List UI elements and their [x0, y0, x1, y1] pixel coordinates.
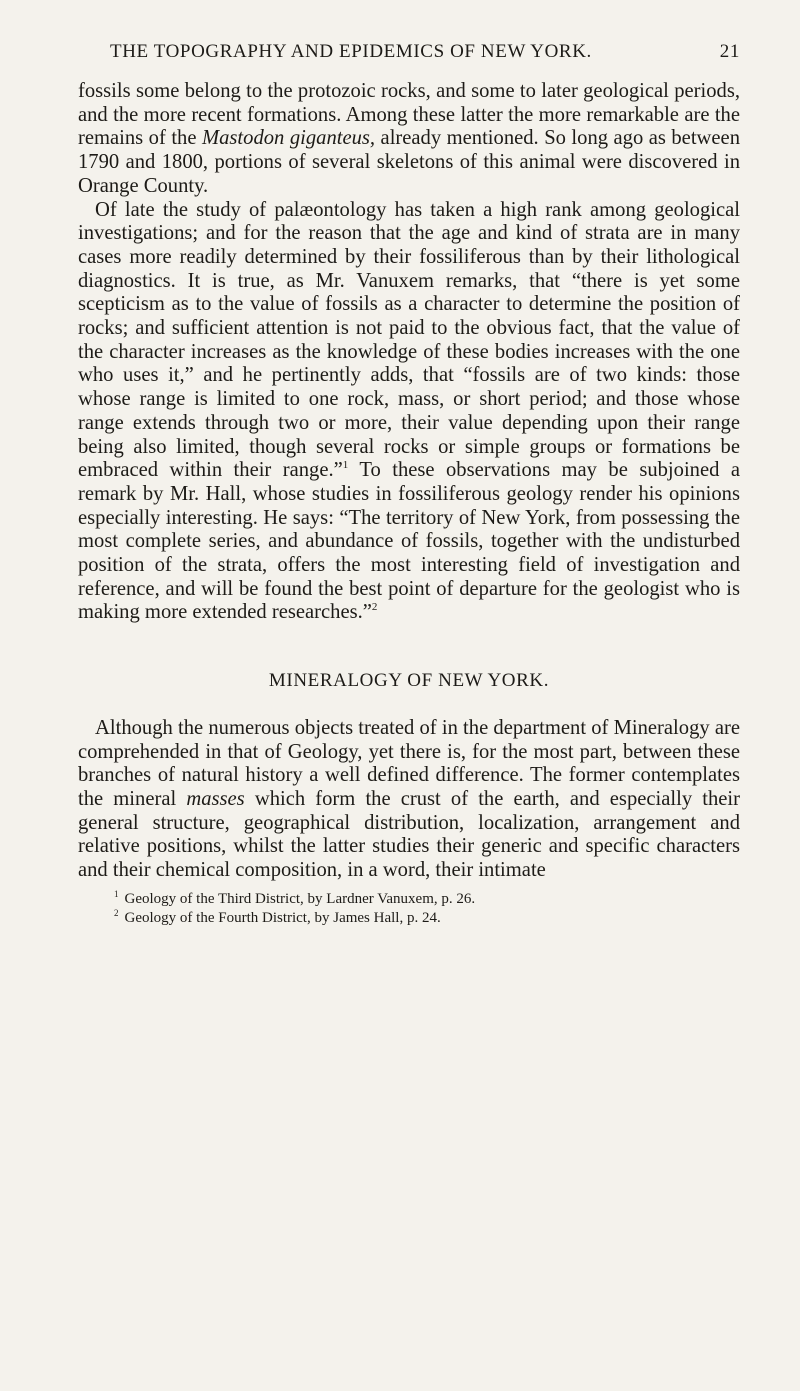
paragraph-2 — [78, 199, 740, 626]
footnote-2-mark: 2 — [114, 907, 119, 918]
main-text — [78, 80, 740, 883]
species-name: Mastodon giganteus, — [201, 127, 376, 150]
footnote-ref-1: 1 — [342, 459, 349, 472]
book-page — [78, 35, 740, 928]
paragraph-3-text-b: which form the crust of the earth, and especially their general structure, geographical distribution, localization, arrangement and relative positions, whilst the latter studies their generic and specific characters and their chemical composition, in a word, their intimate — [78, 787, 740, 882]
running-header — [78, 35, 740, 69]
paragraph-1 — [78, 80, 740, 199]
footnote-2-text: Geology of the Fourth District, by James Hall, p. 24. — [124, 909, 441, 926]
section-heading: MINERALOGY OF NEW YORK. — [268, 670, 550, 692]
emphasis-masses: masses — [186, 787, 245, 810]
footnote-ref-2: 2 — [371, 601, 378, 614]
paragraph-2-text-b: To these observations may be subjoined a remark by Mr. Hall, whose studies in fossiliferous geology render his opinions especially interesting. He says: “The territory of New York, from possessing the most complete series, and abundance of fossils, together with the undisturbed position of the strata, offers the most interesting field of investigation and reference, and will be found the best point of departure for the geologist who is making more extended researches.” — [78, 459, 740, 624]
footnote-1-text: Geology of the Third District, by Lardner Vanuxem, p. 26. — [124, 890, 476, 907]
footnote-1-mark: 1 — [114, 888, 119, 899]
paragraph-1-end: already mentioned. So long ago as between 1790 and 1800, portions of several skeletons of this animal were discovered in Orange County. — [78, 127, 740, 197]
footnotes — [78, 890, 740, 928]
footnote-1 — [114, 890, 740, 909]
paragraph-3 — [78, 717, 740, 883]
paragraph-1-text: fossils some belong to the protozoic rocks, and some to later geological periods, and the more recent formations. Among these latter the more remarkable are the remains of the — [78, 80, 740, 150]
paragraph-2-text-a: Of late the study of palæontology has taken a high rank among geological investigations; and for the reason that the age and kind of strata are in many cases more readily determined by their fossiliferous than by their lithological diagnostics. It is true, as Mr. Vanuxem remarks, that “there is yet some scepticism as to the value of fossils as a character to determine the position of rocks; and sufficient attention is not paid to the obvious fact, that the value of the character increases as the knowledge of these bodies increases with the one who uses it,” and he pertinently adds, that “fossils are of two kinds: those whose range is limited to one rock, mass, or short period; and those whose range extends through two or more, their value depending upon their range being also limited, though several rocks or simple groups or formations be embraced within their range.” — [78, 198, 740, 482]
footnote-2 — [114, 909, 740, 928]
paragraph-3-text-a: Although the numerous objects treated of in the department of Mineralogy are comprehended in that of Geology, yet there is, for the most part, between these branches of natural history a well defined difference. The former contemplates the mineral — [78, 716, 740, 810]
running-title: THE TOPOGRAPHY AND EPIDEMICS OF NEW YORK. — [110, 41, 592, 62]
page-number: 21 — [719, 41, 740, 62]
